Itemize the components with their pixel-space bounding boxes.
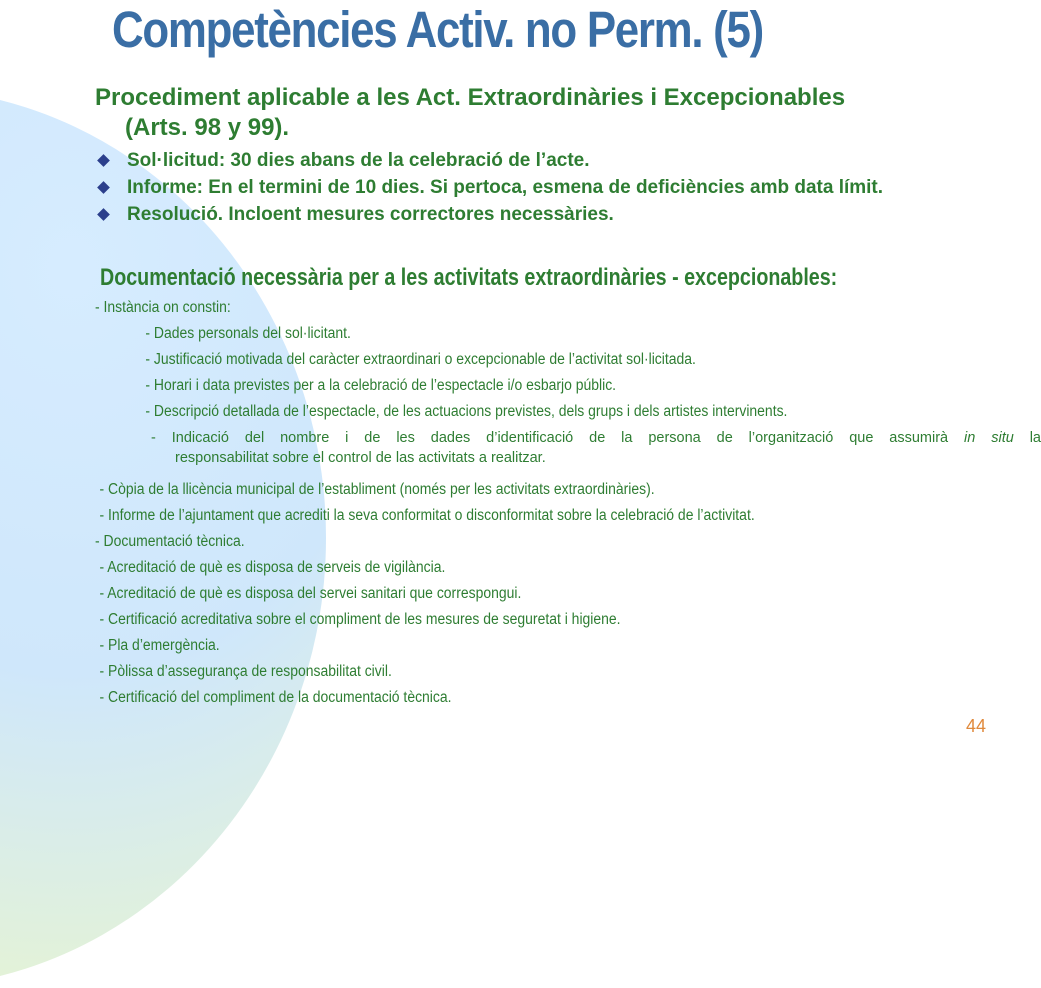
list-item: - Acreditació de què es disposa de serveis de vigilància. — [99, 559, 446, 576]
procedure-heading-line1: Procediment aplicable a les Act. Extraordinàries i Excepcionables — [95, 84, 846, 111]
list-item: - Informe de l’ajuntament que acrediti la seva conformitat o disconformitat sobre la celebració de l’activitat. — [99, 507, 755, 524]
list-item: - Acreditació de què es disposa del servei sanitari que correspongui. — [99, 585, 522, 602]
doc-tecnica-label: - Documentació tècnica. — [95, 533, 245, 550]
instancia-label: - Instància on constin: — [95, 299, 231, 316]
list-item: - Justificació motivada del caràcter extraordinari o excepcionable de l’activitat sol·licitada. — [145, 351, 696, 368]
docs-heading: Documentació necessària per a les activitats extraordinàries - excepcionables: — [100, 264, 838, 291]
diamond-bullet-icon — [97, 181, 110, 194]
procedure-bullets — [95, 150, 995, 231]
bullet-item: Sol·licitud: 30 dies abans de la celebració de l’acte. — [95, 150, 995, 172]
diamond-bullet-icon — [97, 154, 110, 167]
list-item: - Pla d’emergència. — [99, 637, 220, 654]
diamond-bullet-icon — [97, 208, 110, 221]
bullet-item: Informe: En el termini de 10 dies. Si pertoca, esmena de deficiències amb data límit. — [95, 177, 995, 199]
list-item: - Còpia de la llicència municipal de l’establiment (només per les activitats extraordinàries). — [99, 481, 655, 498]
documentation-list — [95, 298, 1041, 714]
procedure-heading — [95, 83, 995, 143]
list-item: - Pòlissa d’assegurança de responsabilitat civil. — [99, 663, 392, 680]
list-item: - Certificació acreditativa sobre el compliment de les mesures de seguretat i higiene. — [99, 611, 621, 628]
bullet-item: Resolució. Incloent mesures correctores necessàries. — [95, 204, 995, 226]
list-item: - Horari i data previstes per a la celebració de l’espectacle i/o esbarjo públic. — [145, 377, 617, 394]
slide-title: Competències Activ. no Perm. (5) — [112, 1, 763, 58]
list-item-long: - Indicació del nombre i de les dades d’identificació de la persona de l’organització que assumirà in situ la responsabilitat sobre el control de las activitats a realitzar. — [151, 430, 1041, 466]
procedure-heading-line2: (Arts. 98 y 99). — [125, 114, 290, 141]
list-item: - Dades personals del sol·licitant. — [145, 325, 351, 342]
list-item: - Certificació del compliment de la documentació tècnica. — [99, 689, 452, 706]
page-number: 44 — [965, 716, 986, 736]
list-item: - Descripció detallada de l’espectacle, de les actuacions previstes, dels grups i dels artistes intervinents. — [145, 403, 788, 420]
